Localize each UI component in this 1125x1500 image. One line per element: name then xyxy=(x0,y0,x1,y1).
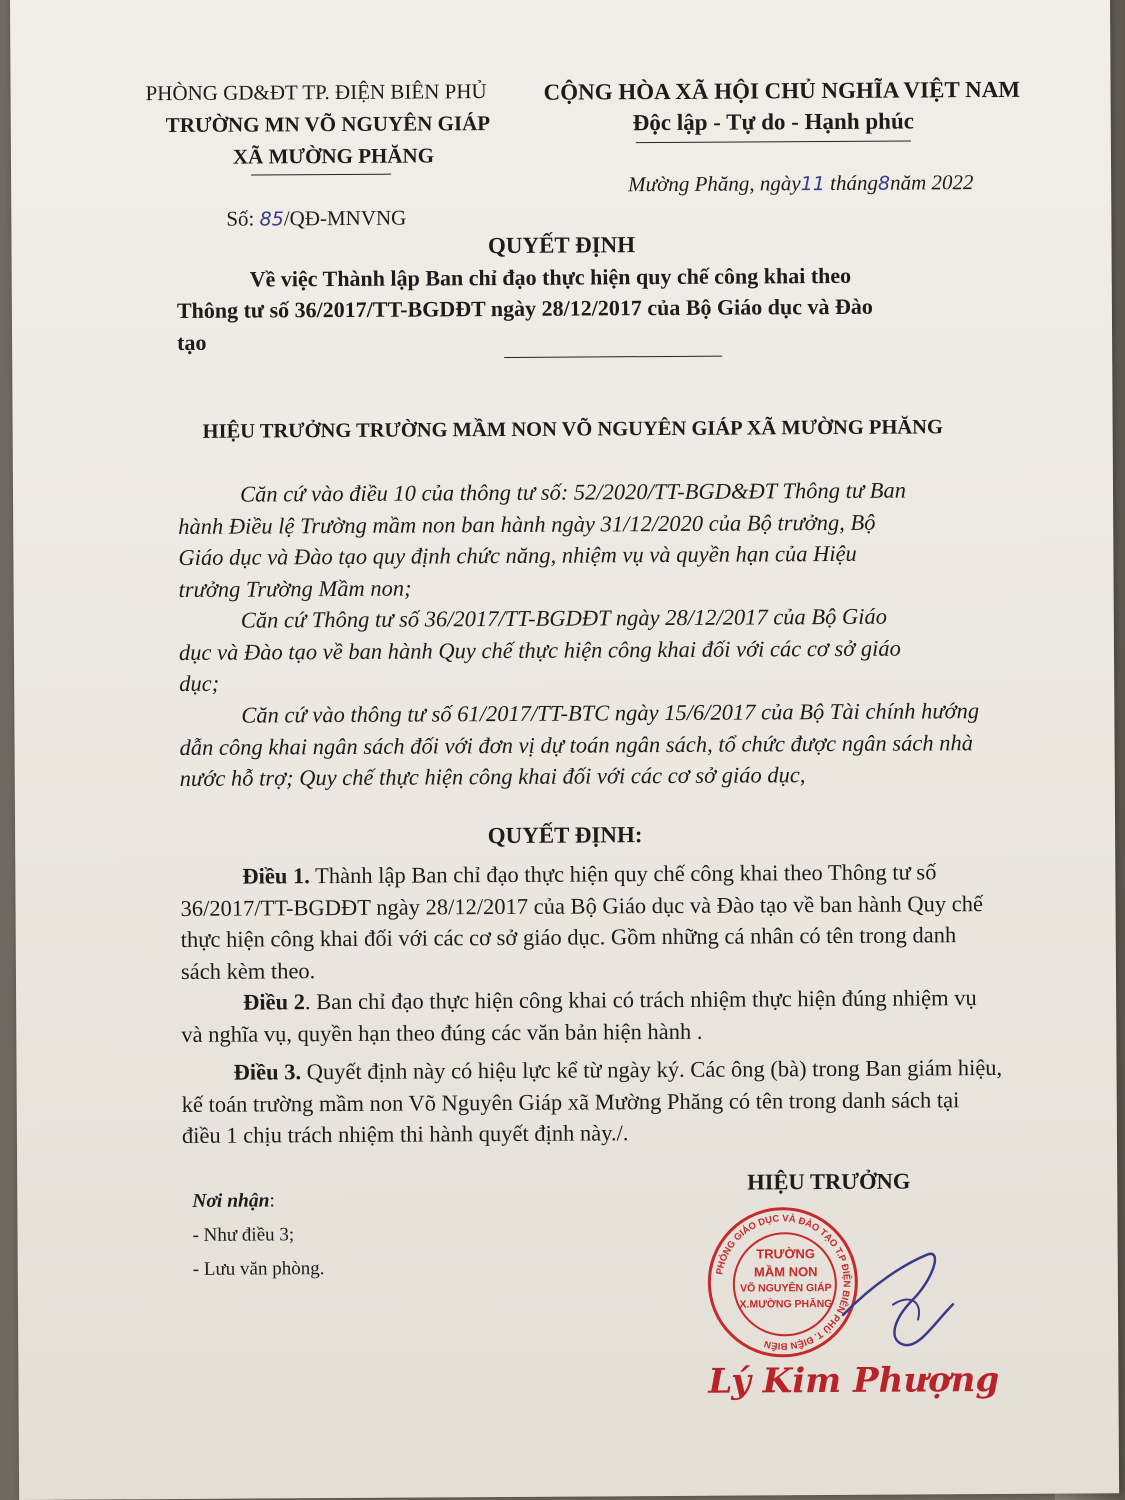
doc-no-label: Số: xyxy=(226,206,255,231)
document-page xyxy=(10,0,1119,1500)
basis-3-line: nước hỗ trợ; Quy chế thực hiện công khai đối với các cơ sở giáo dục, xyxy=(179,762,806,791)
handwritten-signature xyxy=(833,1244,964,1365)
issue-date xyxy=(628,170,974,197)
article-1-text: Thành lập Ban chỉ đạo thực hiện quy chế công khai theo Thông tư số xyxy=(309,859,937,889)
subject-line-1: Về việc Thành lập Ban chỉ đạo thực hiện quy chế công khai theo xyxy=(249,262,852,292)
article-1-line: thực hiện công khai đối với các cơ sở giáo dục. Gồm những cá nhân có tên trong danh xyxy=(180,922,957,952)
document-number xyxy=(226,206,406,232)
basis-3-line: Căn cứ vào thông tư số 61/2017/TT-BTC ngày 15/6/2017 của Bộ Tài chính hướng xyxy=(241,698,980,728)
article-3-line: điều 1 chịu trách nhiệm thi hành quyết định này./. xyxy=(181,1120,629,1148)
basis-2-line: Căn cứ Thông tư số 36/2017/TT-BGDĐT ngày 28/12/2017 của Bộ Giáo xyxy=(240,603,888,633)
stamp-center-line: MẦM NON xyxy=(753,1264,818,1280)
article-2-text: . Ban chỉ đạo thực hiện công khai có trách nhiệm thực hiện đúng nhiệm vụ xyxy=(304,985,977,1015)
agency-line-1: PHÒNG GD&ĐT TP. ĐIỆN BIÊN PHỦ xyxy=(145,79,487,106)
document-title: QUYẾT ĐỊNH xyxy=(487,232,636,259)
article-1-label: Điều 1. xyxy=(242,863,310,889)
article-1-line: sách kèm theo. xyxy=(180,957,316,984)
recipients-colon: : xyxy=(269,1190,275,1212)
date-year: năm 2022 xyxy=(889,170,974,195)
signer-name: Lý Kim Phượng xyxy=(708,1359,1000,1402)
recipient-item: - Lưu văn phòng. xyxy=(192,1258,325,1280)
article-3-text: Quyết định này có hiệu lực kể từ ngày ký. Các ông (bà) trong Ban giám hiệu, xyxy=(300,1054,1003,1085)
signer-title: HIỆU TRƯỞNG xyxy=(747,1168,911,1195)
date-prefix: Mường Phăng, ngày xyxy=(628,171,801,197)
basis-2-line: dục và Đào tạo về ban hành Quy chế thực hiện công khai đối với các cơ sở giáo xyxy=(178,635,901,665)
nation-line-1: CỘNG HÒA XÃ HỘI CHỦ NGHĨA VIỆT NAM xyxy=(543,76,1021,105)
doc-no-suffix: /QĐ-MNVNG xyxy=(283,205,407,231)
subject-line-3: tạo xyxy=(177,329,207,355)
stamp-ring-label: PHÒNG GIÁO DỤC VÀ ĐÀO TẠO T.P ĐIỆN BIÊN PHỦ T. ĐIỆN BIÊN xyxy=(714,1213,852,1352)
decision-heading: QUYẾT ĐỊNH: xyxy=(487,822,643,849)
article-1-line: 36/2017/TT-BGDĐT ngày 28/12/2017 của Bộ Giáo dục và Đào tạo về ban hành Quy chế xyxy=(180,890,983,921)
basis-1-line: trưởng Trường Mầm non; xyxy=(178,575,412,602)
article-1 xyxy=(180,856,1041,987)
legal-basis-1 xyxy=(178,474,1039,605)
stamp-center-line: VÕ NGUYÊN GIÁP xyxy=(740,1282,832,1295)
article-2-line: và nghĩa vụ, quyền hạn theo đúng các văn bản hiện hành . xyxy=(181,1018,703,1047)
article-3-line: kế toán trường mầm non Võ Nguyên Giáp xã Mường Phăng có tên trong danh sách tại xyxy=(181,1086,960,1117)
issuing-authority: HIỆU TRƯỞNG TRƯỜNG MẦM NON VÕ NGUYÊN GIÁP XÃ MƯỜNG PHĂNG xyxy=(202,416,943,443)
basis-3-line: dẫn công khai ngân sách đối với đơn vị dự toán ngân sách, tổ chức được ngân sách nhà xyxy=(179,729,973,760)
title-underline xyxy=(504,356,722,358)
date-month-label: tháng xyxy=(830,170,879,195)
nation-motto: Độc lập - Tự do - Hạnh phúc xyxy=(632,108,914,136)
legal-basis-2 xyxy=(179,600,1040,700)
subject-line-2: Thông tư số 36/2017/TT-BGDĐT ngày 28/12/2017 của Bộ Giáo dục và Đào xyxy=(176,293,873,323)
basis-1-line: Căn cứ vào điều 10 của thông tư số: 52/2020/TT-BGD&ĐT Thông tư Ban xyxy=(239,477,907,507)
nation-underline xyxy=(636,140,911,143)
date-day-handwritten: 11 xyxy=(800,173,825,196)
agency-underline xyxy=(251,174,391,176)
basis-1-line: hành Điều lệ Trường mầm non ban hành ngày 31/12/2020 của Bộ trưởng, Bộ xyxy=(178,509,876,539)
basis-1-line: Giáo dục và Đào tạo quy định chức năng, nhiệm vụ và quyền hạn của Hiệu xyxy=(178,540,857,570)
article-3 xyxy=(181,1052,1042,1152)
stamp-center-line: X.MƯỜNG PHĂNG xyxy=(739,1298,833,1311)
recipients-label xyxy=(192,1190,275,1213)
date-month-handwritten: 8 xyxy=(877,172,891,195)
article-2-label: Điều 2 xyxy=(243,989,306,1015)
article-3-label: Điều 3. xyxy=(233,1059,302,1085)
recipients-label-text: Nơi nhận xyxy=(192,1190,270,1212)
doc-no-handwritten: 85 xyxy=(259,208,284,231)
article-2 xyxy=(181,982,1041,1050)
stamp-center-line: TRƯỜNG xyxy=(756,1246,816,1262)
basis-2-line: dục; xyxy=(179,670,220,696)
agency-line-2: TRƯỜNG MN VÕ NGUYÊN GIÁP xyxy=(165,111,491,138)
recipient-item: - Như điều 3; xyxy=(192,1224,295,1246)
legal-basis-3 xyxy=(179,695,1040,795)
agency-line-3: XÃ MƯỜNG PHĂNG xyxy=(232,143,435,169)
